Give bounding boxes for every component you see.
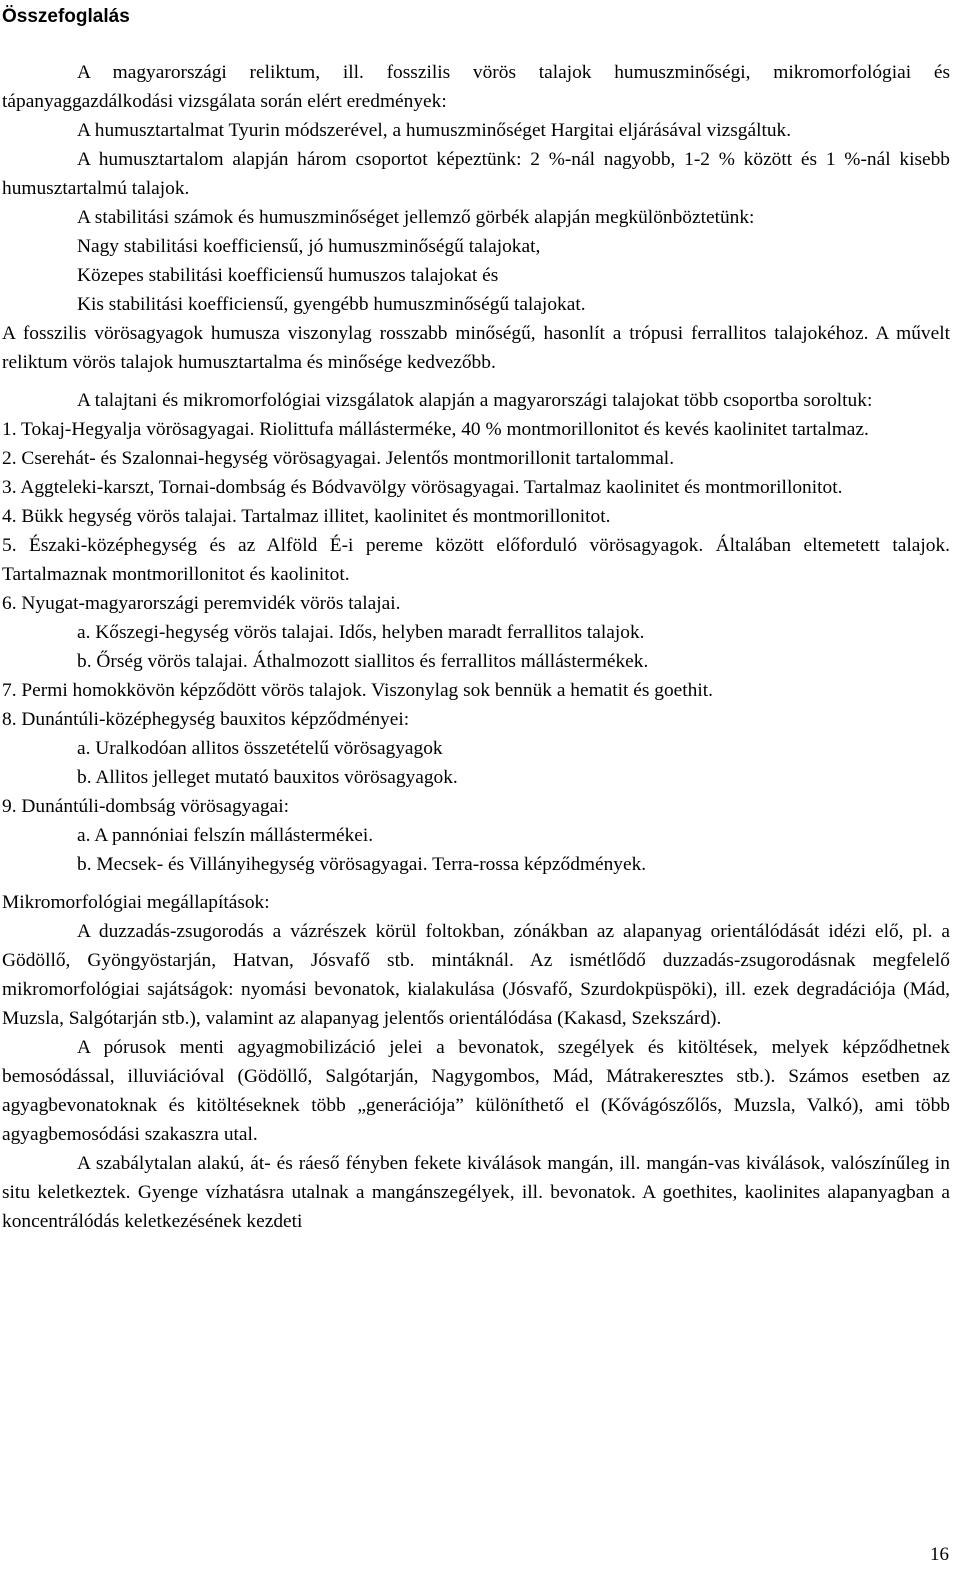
stability-item: Közepes stabilitási koefficiensű humuszos talajokat és <box>77 265 499 286</box>
group-item: 7. Permi homokkövön képződött vörös talajok. Viszonylag sok bennük a hematit és goethit. <box>2 680 713 701</box>
group-subitem: a. Kőszegi-hegység vörös talajai. Idős, helyben maradt ferrallitos talajok. <box>77 622 645 643</box>
group-item: 3. Aggteleki-karszt, Tornai-dombság és Bódvavölgy vörösagyagai. Tartalmaz kaolinitet és montmorillonitot. <box>2 477 843 498</box>
group-subitem: b. Őrség vörös talajai. Áthalmozott siallitos és ferrallitos mállástermékek. <box>77 651 649 672</box>
group-item: 2. Cserehát- és Szalonnai-hegység vörösagyagai. Jelentős montmorillonit tartalommal. <box>2 448 675 469</box>
micro-paragraph: A pórusok menti agyagmobilizáció jelei a bevonatok, szegélyek és kitöltések, melyek képződhetnek bemosódással, illuviációval (Gödöllő, Salgótarján, Nagygombos, Mád, Mátrakeresztes stb.). Számos esetben az agyagbevonatoknak és kitöltéseknek több „generációja” különíthető el (Kővágószőlős, Muzsla, Valkó), ami több agyagbemosódási szakaszra utal. <box>2 1037 950 1145</box>
group-item: 4. Bükk hegység vörös talajai. Tartalmaz illitet, kaolinitet és montmorillonitot. <box>2 506 611 527</box>
page-number: 16 <box>930 1544 949 1565</box>
stability-item: Nagy stabilitási koefficiensű, jó humuszminőségű talajokat, <box>77 236 541 257</box>
page-heading: Összefoglalás <box>2 6 130 27</box>
document-body <box>2 58 950 1236</box>
group-item: 5. Északi-középhegység és az Alföld É-i pereme között előforduló vörösagyagok. Általában eltemetett talajok. Tartalmaznak montmorillonitot és kaolinitot. <box>2 535 950 585</box>
groups-intro-paragraph: A talajtani és mikromorfológiai vizsgálatok alapján a magyarországi talajokat több csoportba soroltuk: <box>77 390 873 411</box>
group-item: 8. Dunántúli-középhegység bauxitos képződményei: <box>2 709 410 730</box>
group-item: 9. Dunántúli-dombság vörösagyagai: <box>2 796 290 817</box>
group-item: 1. Tokaj-Hegyalja vörösagyagai. Riolittufa mállásterméke, 40 % montmorillonitot és kevés kaolinitet tartalmaz. <box>2 419 869 440</box>
intro-paragraph: A magyarországi reliktum, ill. fosszilis vörös talajok humuszminőségi, mikromorfológiai és tápanyaggazdálkodási vizsgálata során elért eredmények: <box>2 62 950 112</box>
group-subitem: b. Allitos jelleget mutató bauxitos vörösagyagok. <box>77 767 458 788</box>
micro-paragraph: A duzzadás-zsugorodás a vázrészek körül foltokban, zónákban az alapanyag orientálódását idézi elő, pl. a Gödöllő, Gyöngyöstarján, Hatvan, Jósvafő stb. mintáknál. Az ismétlődő duzzadás-zsugorodásnak megfelelő mikromorfológiai sajátságok: nyomási bevonatok, kialakulása (Jósvafő, Szurdokpüspöki), ill. ezek degradációja (Mád, Muzsla, Salgótarján stb.), valamint az alapanyag jelentős orientálódása (Kakasd, Szekszárd). <box>2 921 950 1029</box>
micro-section-title: Mikromorfológiai megállapítások: <box>2 892 270 913</box>
humus-groups-paragraph: A humusztartalom alapján három csoportot képeztünk: 2 %-nál nagyobb, 1-2 % között és 1 %-nál kisebb humusztartalmú talajok. <box>2 149 950 199</box>
humus-conclusion-paragraph: A fosszilis vörösagyagok humusza viszonylag rosszabb minőségű, hasonlít a trópusi ferrallitos talajokéhoz. A művelt reliktum vörös talajok humusztartalma és minősége kedvezőbb. <box>2 323 950 373</box>
group-item: 6. Nyugat-magyarországi peremvidék vörös talajai. <box>2 593 401 614</box>
group-subitem: b. Mecsek- és Villányihegység vörösagyagai. Terra-rossa képződmények. <box>77 854 647 875</box>
stability-intro-paragraph: A stabilitási számok és humuszminőséget jellemző görbék alapján megkülönböztetünk: <box>77 207 755 228</box>
stability-item: Kis stabilitási koefficiensű, gyengébb humuszminőségű talajokat. <box>77 294 586 315</box>
humus-method-paragraph: A humusztartalmat Tyurin módszerével, a humuszminőséget Hargitai eljárásával vizsgáltuk. <box>77 120 792 141</box>
group-subitem: a. Uralkodóan allitos összetételű vörösagyagok <box>77 738 443 759</box>
group-subitem: a. A pannóniai felszín mállástermékei. <box>77 825 374 846</box>
micro-paragraph: A szabálytalan alakú, át- és ráeső fényben fekete kiválások mangán, ill. mangán-vas kiválások, valószínűleg in situ keletkeztek. Gyenge vízhatásra utalnak a mangánszegélyek, ill. bevonatok. A goethites, kaolinites alapanyagban a koncentrálódás keletkezésének kezdeti <box>2 1153 950 1232</box>
